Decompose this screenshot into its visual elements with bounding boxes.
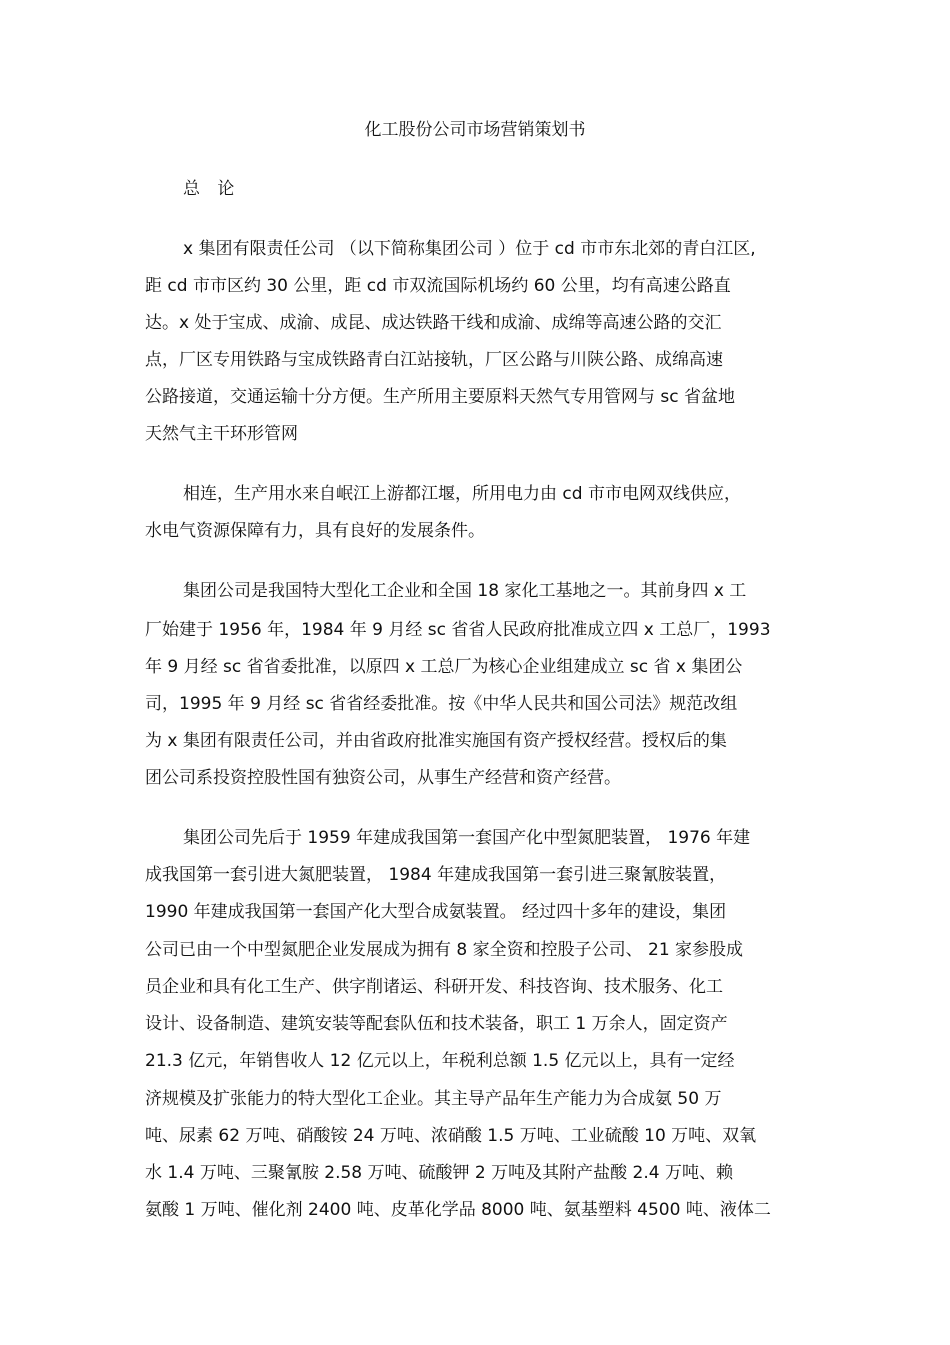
paragraph-3-line-5: 为 x 集团有限责任公司，并由省政府批准实施国有资产授权经营。授权后的集 (145, 731, 727, 751)
paragraph-3-line-3: 年 9 月经 sc 省省委批准，以原四 x 工总厂为核心企业组建成立 sc 省 x 集团公 (145, 657, 743, 677)
paragraph-1-line-6: 天然气主干环形管网 (145, 424, 298, 444)
paragraph-4-line-1: 集团公司先后于 1959 年建成我国第一套国产化中型氮肥装置， 1976 年建 (183, 828, 751, 848)
paragraph-4-line-4: 公司已由一个中型氮肥企业发展成为拥有 8 家全资和控股子公司、 21 家参股成 (145, 940, 744, 960)
paragraph-3-line-2: 厂始建于 1956 年，1984 年 9 月经 sc 省省人民政府批准成立四 x 工总厂，1993 (145, 620, 771, 640)
document-title: 化工股份公司市场营销策划书 (364, 120, 586, 140)
paragraph-1-line-2: 距 cd 市市区约 30 公里，距 cd 市双流国际机场约 60 公里，均有高速公路直 (145, 276, 731, 296)
paragraph-4-line-11: 氨酸 1 万吨、催化剂 2400 吨、皮革化学品 8000 吨、氨基塑料 4500 吨、液体二 (145, 1200, 771, 1220)
paragraph-4-line-8: 济规模及扩张能力的特大型化工企业。其主导产品年生产能力为合成氨 50 万 (145, 1089, 722, 1109)
paragraph-3-line-1: 集团公司是我国特大型化工企业和全国 18 家化工基地之一。其前身四 x 工 (183, 581, 747, 601)
paragraph-3-line-4: 司，1995 年 9 月经 sc 省省经委批准。按《中华人民共和国公司法》规范改组 (145, 694, 738, 714)
paragraph-4-line-3: 1990 年建成我国第一套国产化大型合成氨装置。 经过四十多年的建设，集团 (145, 902, 727, 922)
paragraph-4-line-7: 21.3 亿元，年销售收人 12 亿元以上，年税利总额 1.5 亿元以上，具有一定经 (145, 1051, 735, 1071)
paragraph-4-line-9: 吨、尿素 62 万吨、硝酸铵 24 万吨、浓硝酸 1.5 万吨、工业硫酸 10 万吨、双氧 (145, 1126, 757, 1146)
paragraph-2-line-1: 相连，生产用水来自岷江上游都江堰，所用电力由 cd 市市电网双线供应， (183, 484, 741, 504)
paragraph-1-line-4: 点，厂区专用铁路与宝成铁路青白江站接轨，厂区公路与川陕公路、成绵高速 (145, 350, 723, 370)
paragraph-4-line-2: 成我国第一套引进大氮肥装置， 1984 年建成我国第一套引进三聚氰胺装置， (145, 865, 727, 885)
paragraph-4-line-6: 设计、设备制造、建筑安装等配套队伍和技术装备，职工 1 万余人，固定资产 (145, 1014, 728, 1034)
paragraph-1-line-5: 公路接道，交通运输十分方便。生产所用主要原料天然气专用管网与 sc 省盆地 (145, 387, 736, 407)
paragraph-3-line-6: 团公司系投资控股性国有独资公司，从事生产经营和资产经营。 (145, 768, 621, 788)
paragraph-1-line-3: 达。x 处于宝成、成渝、成昆、成达铁路干线和成渝、成绵等高速公路的交汇 (145, 313, 722, 333)
paragraph-4-line-10: 水 1.4 万吨、三聚氰胺 2.58 万吨、硫酸钾 2 万吨及其附产盐酸 2.4 万吨、赖 (145, 1163, 733, 1183)
section-heading: 总 论 (183, 179, 241, 199)
paragraph-2-line-2: 水电气资源保障有力，具有良好的发展条件。 (145, 521, 485, 541)
paragraph-4-line-5: 员企业和具有化工生产、供字削诸运、科研开发、科技咨询、技术服务、化工 (145, 977, 723, 997)
paragraph-1-line-1: x 集团有限责任公司 （以下简称集团公司 ）位于 cd 市市东北郊的青白江区, (183, 239, 756, 259)
